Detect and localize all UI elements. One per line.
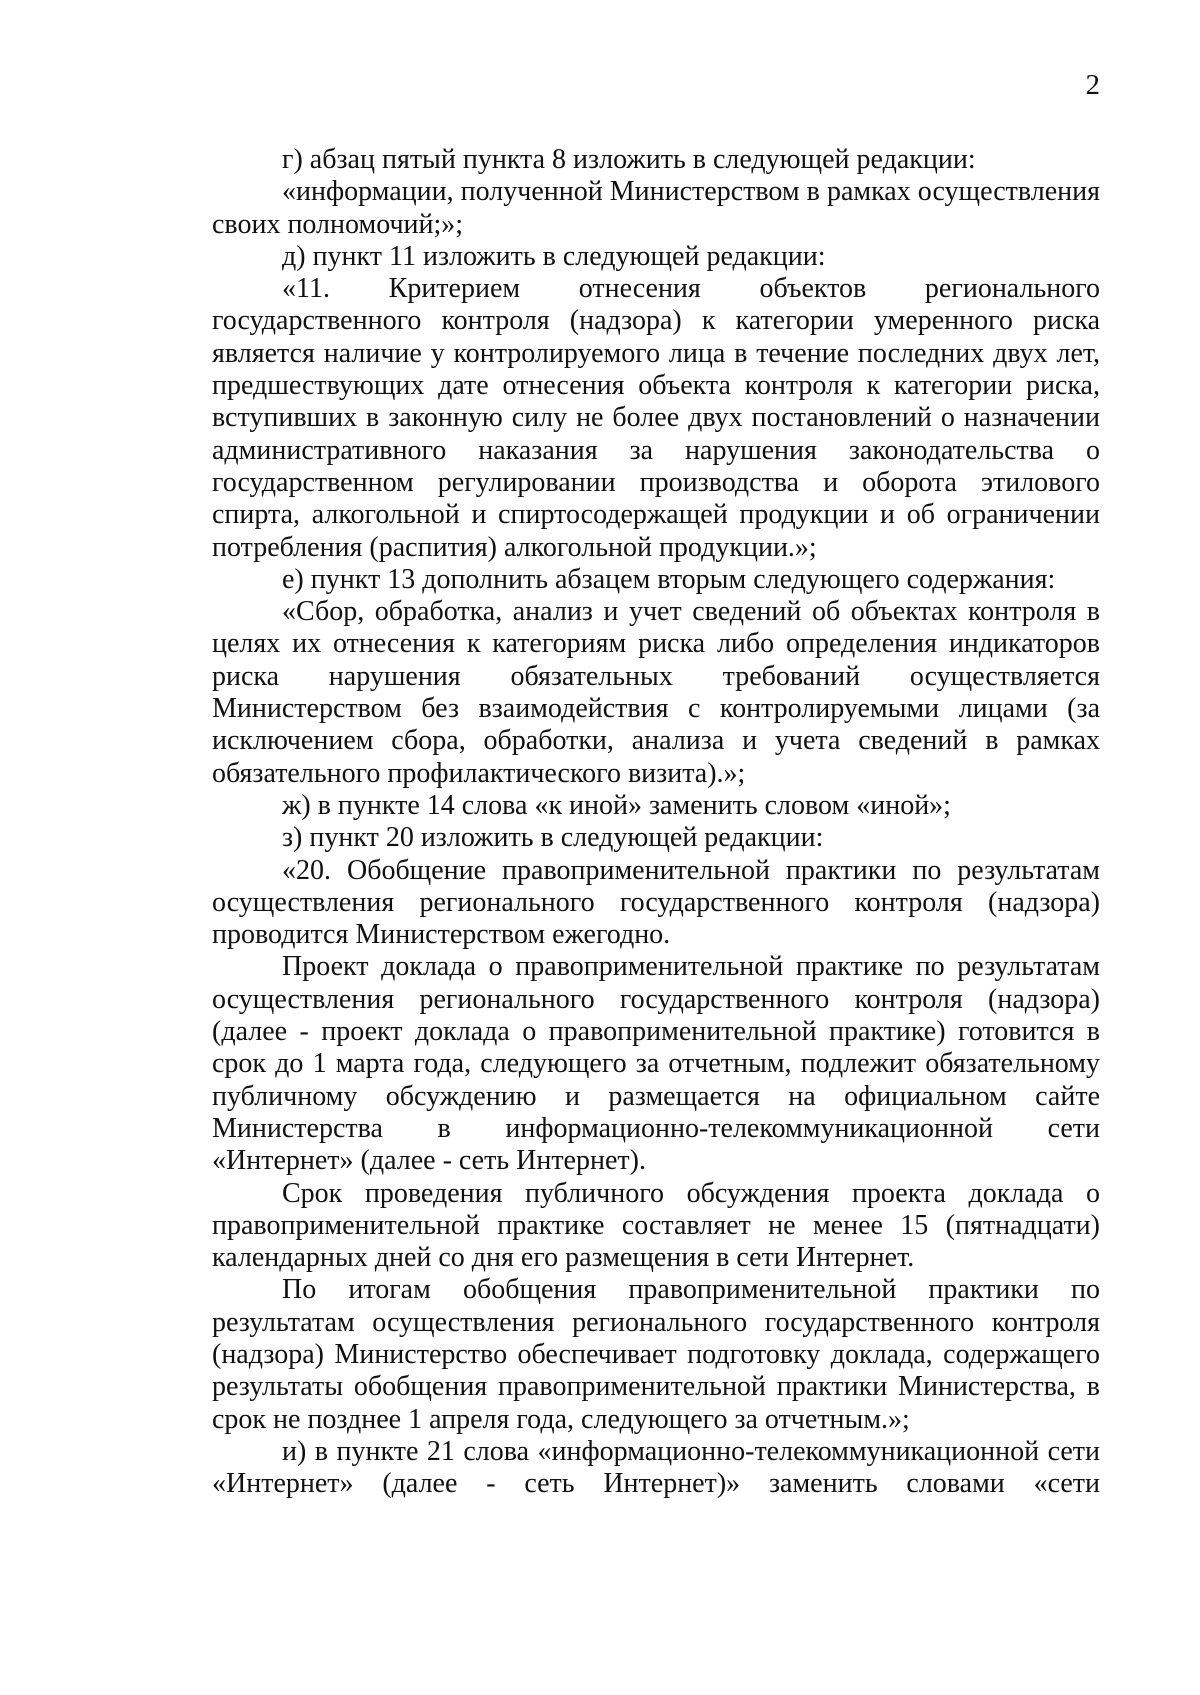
document-body	[212, 144, 1100, 1500]
paragraph-quote-information: «информации, полученной Министерством в рамках осуществления своих полномочий;»;	[212, 176, 1100, 240]
paragraph-point-20: «20. Обобщение правоприменительной практики по результатам осуществления регионального государственного контроля (надзора) проводится Министерством ежегодно.	[212, 854, 1100, 951]
paragraph-item-zh: ж) в пункте 14 слова «к иной» заменить словом «иной»;	[282, 789, 951, 821]
paragraph-point-11: «11. Критерием отнесения объектов регионального государственного контроля (надзора) к категории умеренного риска является наличие у контролируемого лица в течение последних двух лет, предшествующих дате отнесения объекта контроля к категории риска, вступивших в законную силу не более двух постановлений о назначении административного наказания за нарушения законодательства о государственном регулировании производства и оборота этилового спирта, алкогольной и спиртосодержащей продукции и об ограничении потребления (распития) алкогольной продукции.»;	[212, 273, 1100, 563]
page-number: 2	[1085, 69, 1100, 101]
paragraph-quote-collection: «Сбор, обработка, анализ и учет сведений об объектах контроля в целях их отнесения к категориям риска либо определения индикаторов риска нарушения обязательных требований осуществляется Министерством без взаимодействия с контролируемыми лицами (за исключением сбора, обработки, анализа и учета сведений в рамках обязательного профилактического визита).»;	[212, 596, 1100, 789]
paragraph-draft-report: Проект доклада о правоприменительной практике по результатам осуществления регионального государственного контроля (надзора) (далее - проект доклада о правоприменительной практике) готовится в срок до 1 марта года, следующего за отчетным, подлежит обязательному публичному обсуждению и размещается на официальном сайте Министерства в информационно-телекоммуникационной сети «Интернет» (далее - сеть Интернет).	[212, 951, 1100, 1177]
paragraph-item-z: з) пункт 20 изложить в следующей редакции:	[282, 822, 824, 854]
paragraph-item-e: е) пункт 13 дополнить абзацем вторым следующего содержания:	[282, 563, 1056, 595]
paragraph-item-d: д) пункт 11 изложить в следующей редакции:	[282, 240, 826, 272]
paragraph-discussion-period: Срок проведения публичного обсуждения проекта доклада о правоприменительной практике составляет не менее 15 (пятнадцати) календарных дней со дня его размещения в сети Интернет.	[212, 1177, 1100, 1274]
paragraph-item-g: г) абзац пятый пункта 8 изложить в следующей редакции:	[282, 144, 976, 175]
paragraph-summary-results: По итогам обобщения правоприменительной практики по результатам осуществления регионального государственного контроля (надзора) Министерство обеспечивает подготовку доклада, содержащего результаты обобщения правоприменительной практики Министерства, в срок не позднее 1 апреля года, следующего за отчетным.»;	[212, 1274, 1100, 1435]
paragraph-item-i: и) в пункте 21 слова «информационно-телекоммуникационной сети «Интернет» (далее - сеть Интернет)» заменить словами «сети	[212, 1435, 1100, 1500]
